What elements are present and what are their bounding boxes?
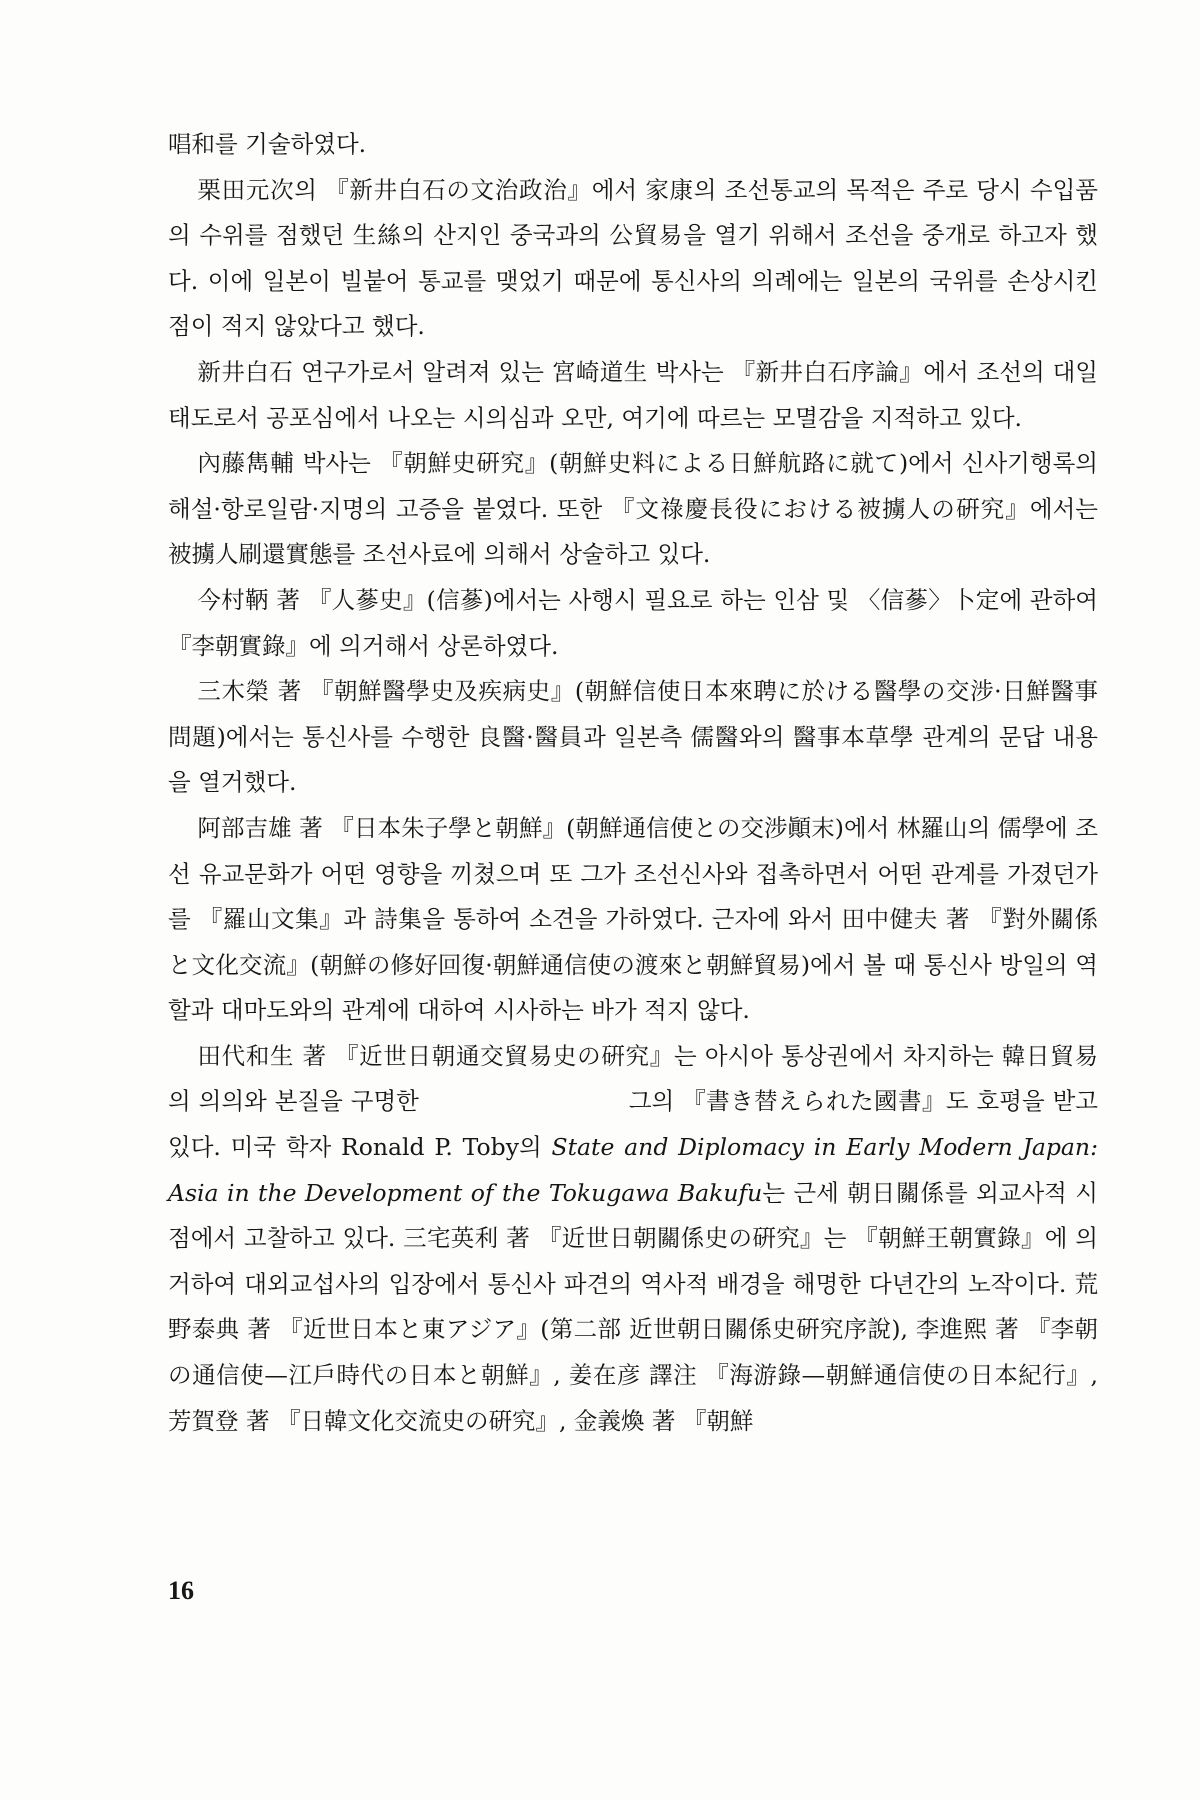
- paragraph-8-after-gap: 그의 『書き替えられた國書』도 호평을 받고 있다. 미국 학자 Ronald P. Toby의: [168, 1087, 1098, 1162]
- paragraph-2: 栗田元次의 『新井白石の文治政治』에서 家康의 조선통교의 목적은 주로 당시 수입품의 수위를 점했던 生絲의 산지인 중국과의 公貿易을 열기 위해서 조선을 중개로 하고자 했다. 이에 일본이 빌붙어 통교를 맺었기 때문에 통신사의 의례에는 일본의 국위를 손상시킨 점이 적지 않았다고 했다.: [168, 175, 1098, 341]
- body-text: [168, 122, 1098, 1444]
- paragraph-1: 唱和를 기술하였다.: [168, 130, 367, 158]
- paragraph-8: [168, 1034, 1098, 1444]
- page-number: 16: [168, 1576, 194, 1605]
- paragraph-4: 內藤雋輔 박사는 『朝鮮史硏究』(朝鮮史料による日鮮航路に就て)에서 신사기행록의 해설·항로일람·지명의 고증을 붙였다. 또한 『文祿慶長役における被擄人の硏究』에서는 被擄人刷還實態를 조선사료에 의해서 상술하고 있다.: [168, 449, 1098, 569]
- paragraph-8-after-italic: 는 근세 朝日關係를 외교사적 시점에서 고찰하고 있다. 三宅英利 著 『近世日朝關係史の硏究』는 『朝鮮王朝實錄』에 의거하여 대외교섭사의 입장에서 통신사 파견의 역사적 배경을 해명한 다년간의 노작이다. 荒野泰典 著 『近世日本と東アジア』(第二部 近世朝日關係史硏究序說), 李進熙 著 『李朝の通信使—江戶時代の日本と朝鮮』, 姜在彦 譯注 『海游錄—朝鮮通信使の日本紀行』, 芳賀登 著 『日韓文化交流史の硏究』, 金義煥 著 『朝鮮: [168, 1178, 1098, 1435]
- book-title-italic: State and Diplomacy in Early Modern Japan: Asia in the Development of the Tokugawa Bakufu: [168, 1133, 1098, 1207]
- paragraph-5: 今村鞆 著 『人蔘史』(信蔘)에서는 사행시 필요로 하는 인삼 및 〈信蔘〉卜定에 관하여 『李朝實錄』에 의거해서 상론하였다.: [168, 585, 1098, 660]
- paragraph-3: 新井白石 연구가로서 알려져 있는 宮崎道生 박사는 『新井白石序論』에서 조선의 대일태도로서 공포심에서 나오는 시의심과 오만, 여기에 따르는 모멸감을 지적하고 있다.: [168, 357, 1098, 432]
- paragraph-6: 三木榮 著 『朝鮮醫學史及疾病史』(朝鮮信使日本來聘に於ける醫學の交涉·日鮮醫事問題)에서는 통신사를 수행한 良醫·醫員과 일본측 儒醫와의 醫事本草學 관계의 문답 내용을 열거했다.: [168, 677, 1098, 797]
- paragraph-8-before-gap: 田代和生 著 『近世日朝通交貿易史の硏究』는 아시아 통상권에서 차지하는 韓日貿易의 의의와 본질을 구명한: [168, 1041, 1098, 1116]
- paragraph-7: 阿部吉雄 著 『日本朱子學と朝鮮』(朝鮮通信使との交涉顚末)에서 林羅山의 儒學에 조선 유교문화가 어떤 영향을 끼쳤으며 또 그가 조선신사와 접촉하면서 어떤 관계를 가졌던가를 『羅山文集』과 詩集을 통하여 소견을 가하였다. 근자에 와서 田中健夫 著 『對外關係と文化交流』(朝鮮の修好回復·朝鮮通信使の渡來と朝鮮貿易)에서 볼 때 통신사 방일의 역할과 대마도와의 관계에 대하여 시사하는 바가 적지 않다.: [168, 813, 1098, 1025]
